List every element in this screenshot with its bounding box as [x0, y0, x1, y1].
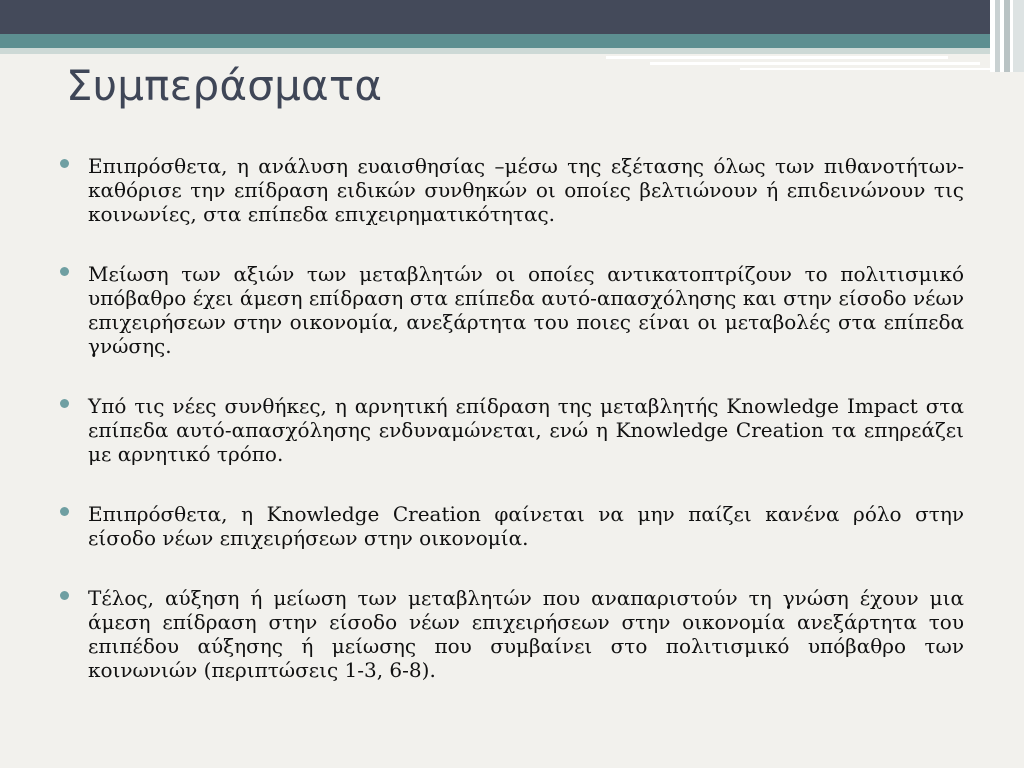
decorative-line	[606, 56, 948, 59]
bullet-item	[60, 262, 964, 358]
bullet-text: Επιπρόσθετα, η Knowledge Creation φαίνεται να μην παίζει κανένα ρόλο στην είσοδο νέων επιχειρήσεων στην οικονομία.	[88, 502, 964, 550]
accent-band-light	[0, 48, 990, 54]
bullet-icon	[60, 591, 69, 600]
bullet-item	[60, 586, 964, 682]
decorative-line	[650, 62, 980, 65]
bullet-item	[60, 502, 964, 550]
accent-band	[0, 34, 1024, 48]
decorative-stripe	[1013, 0, 1024, 72]
bullet-icon	[60, 507, 69, 516]
bullet-text: Υπό τις νέες συνθήκες, η αρνητική επίδραση της μεταβλητής Knowledge Impact στα επίπεδα αυτό-απασχόλησης ενδυναμώνεται, ενώ η Knowledge Creation τα επηρεάζει με αρνητικό τρόπο.	[88, 394, 964, 466]
bullet-list	[60, 154, 964, 718]
decorative-line	[740, 68, 990, 70]
header-band	[0, 0, 1024, 34]
slide-title: Συμπεράσματα	[66, 61, 383, 110]
bullet-item	[60, 394, 964, 466]
bullet-icon	[60, 267, 69, 276]
bullet-text: Μείωση των αξιών των μεταβλητών οι οποίες αντικατοπτρίζουν το πολιτισμικό υπόβαθρο έχει άμεση επίδραση στα επίπεδα αυτό-απασχόλησης και στην είσοδο νέων επιχειρήσεων στην οικονομία, ανεξάρτητα του ποιες είναι οι μεταβολές στα επίπεδα γνώσης.	[88, 262, 964, 358]
bullet-icon	[60, 399, 69, 408]
bullet-text: Τέλος, αύξηση ή μείωση των μεταβλητών που αναπαριστούν τη γνώση έχουν μια άμεση επίδραση στην είσοδο νέων επιχειρήσεων στην οικονομία ανεξάρτητα του επιπέδου αύξησης ή μείωσης που συμβαίνει στο πολιτισμικό υπόβαθρο των κοινωνιών (περιπτώσεις 1-3, 6-8).	[88, 586, 964, 682]
bullet-icon	[60, 159, 69, 168]
bullet-text: Επιπρόσθετα, η ανάλυση ευαισθησίας –μέσω της εξέτασης όλως των πιθανοτήτων- καθόρισε την επίδραση ειδικών συνθηκών οι οποίες βελτιώνουν ή επιδεινώνουν τις κοινωνίες, στα επίπεδα επιχειρηματικότητας.	[88, 154, 964, 226]
bullet-item	[60, 154, 964, 226]
